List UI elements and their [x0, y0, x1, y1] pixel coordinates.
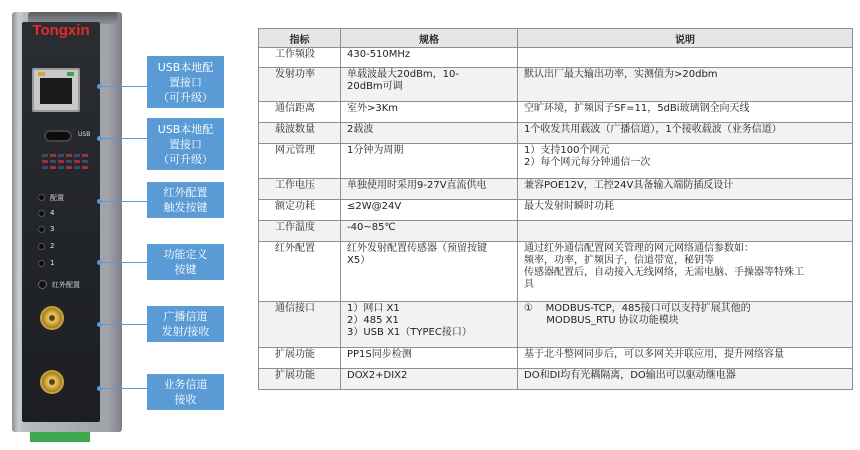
- table-row: 工作频段 430-510MHz: [259, 48, 853, 68]
- button-icon: [38, 226, 45, 233]
- button-label: 1: [50, 259, 55, 267]
- usb-label: USB: [78, 131, 91, 138]
- table-row: 红外配置 红外发射配置传感器（预留按键 X5） 通过红外通信配置网关管理的网元网络通信参数如： 频率，功率，扩频因子，信道带宽，秘钥等 传感器配置后，自动接入无线网络，无需电脑、手操器等特殊工 具: [259, 242, 853, 302]
- header-description: 说明: [518, 29, 853, 48]
- antenna-connector-icon: [40, 306, 64, 330]
- leader-line: [100, 324, 147, 325]
- table-row: 通信接口 1）网口 X1 2）485 X1 3）USB X1（TYPEC接口） ① MODBUS-TCP，485接口可以支持扩展其他的 MODBUS_RTU 协议功能模块: [259, 302, 853, 348]
- table-header-row: [259, 29, 853, 48]
- table-row: 通信距离 室外>3Km 空旷环境，扩频因子SF=11，5dBi玻璃钢全向天线: [259, 102, 853, 123]
- table-row: 载波数量 2载波 1个收发共用载波（广播信道），1个接收载波（业务信道）: [259, 123, 853, 144]
- callout-usb-config-1: USB本地配 置接口 （可升级）: [147, 56, 224, 108]
- button-label: 4: [50, 209, 55, 217]
- button-icon: [38, 243, 45, 250]
- button-label: 2: [50, 242, 55, 250]
- table-row: 工作电压 单独使用时采用9-27V直流供电 兼容POE12V，工控24V具备输入端防插反设计: [259, 179, 853, 200]
- brand-logo: Tongxin: [32, 22, 90, 39]
- button-label: 配置: [50, 194, 64, 202]
- callout-ir-trigger: 红外配置 触发按键: [147, 182, 224, 218]
- button-label: 3: [50, 225, 55, 233]
- table-row: 网元管理 1分钟为周期 1）支持100个网元 2）每个网元每分钟通信一次: [259, 144, 853, 179]
- terminal-block: [30, 432, 90, 442]
- callout-usb-config-2: USB本地配 置接口 （可升级）: [147, 118, 224, 170]
- button-icon: [38, 194, 45, 201]
- table-row: 发射功率 单载波最大20dBm，10- 20dBm可调 默认出厂最大输出功率，实测值为>20dbm: [259, 68, 853, 102]
- table-row: 工作温度 -40~85℃: [259, 221, 853, 242]
- infrared-label: 红外配置: [52, 281, 80, 289]
- header-spec: 规格: [341, 29, 518, 48]
- usb-port-icon: [44, 130, 72, 142]
- ethernet-port-icon: [32, 68, 80, 112]
- table-row: 额定功耗 ≤2W@24V 最大发射时瞬时功耗: [259, 200, 853, 221]
- leader-line: [100, 86, 147, 87]
- spec-table: [258, 28, 853, 390]
- infrared-window-icon: [38, 280, 47, 289]
- callout-broadcast-channel: 广播信道 发射/接收: [147, 306, 224, 342]
- callout-service-channel: 业务信道 接收: [147, 374, 224, 410]
- leader-line: [100, 262, 147, 263]
- leader-line: [100, 201, 147, 202]
- button-icon: [38, 210, 45, 217]
- leader-line: [100, 388, 147, 389]
- table-row: 扩展功能 PP1S同步检测 基于北斗整网同步后，可以多网关并联应用，提升网络容量: [259, 348, 853, 369]
- leader-line: [100, 138, 147, 139]
- table-row: 扩展功能 DOX2+DIX2 DO和DI均有光耦隔离，DO输出可以驱动继电器: [259, 369, 853, 390]
- button-icon: [38, 260, 45, 267]
- status-led-grid: [42, 154, 88, 169]
- header-indicator: 指标: [259, 29, 341, 48]
- callout-function-keys: 功能定义 按键: [147, 244, 224, 280]
- antenna-connector-icon: [40, 370, 64, 394]
